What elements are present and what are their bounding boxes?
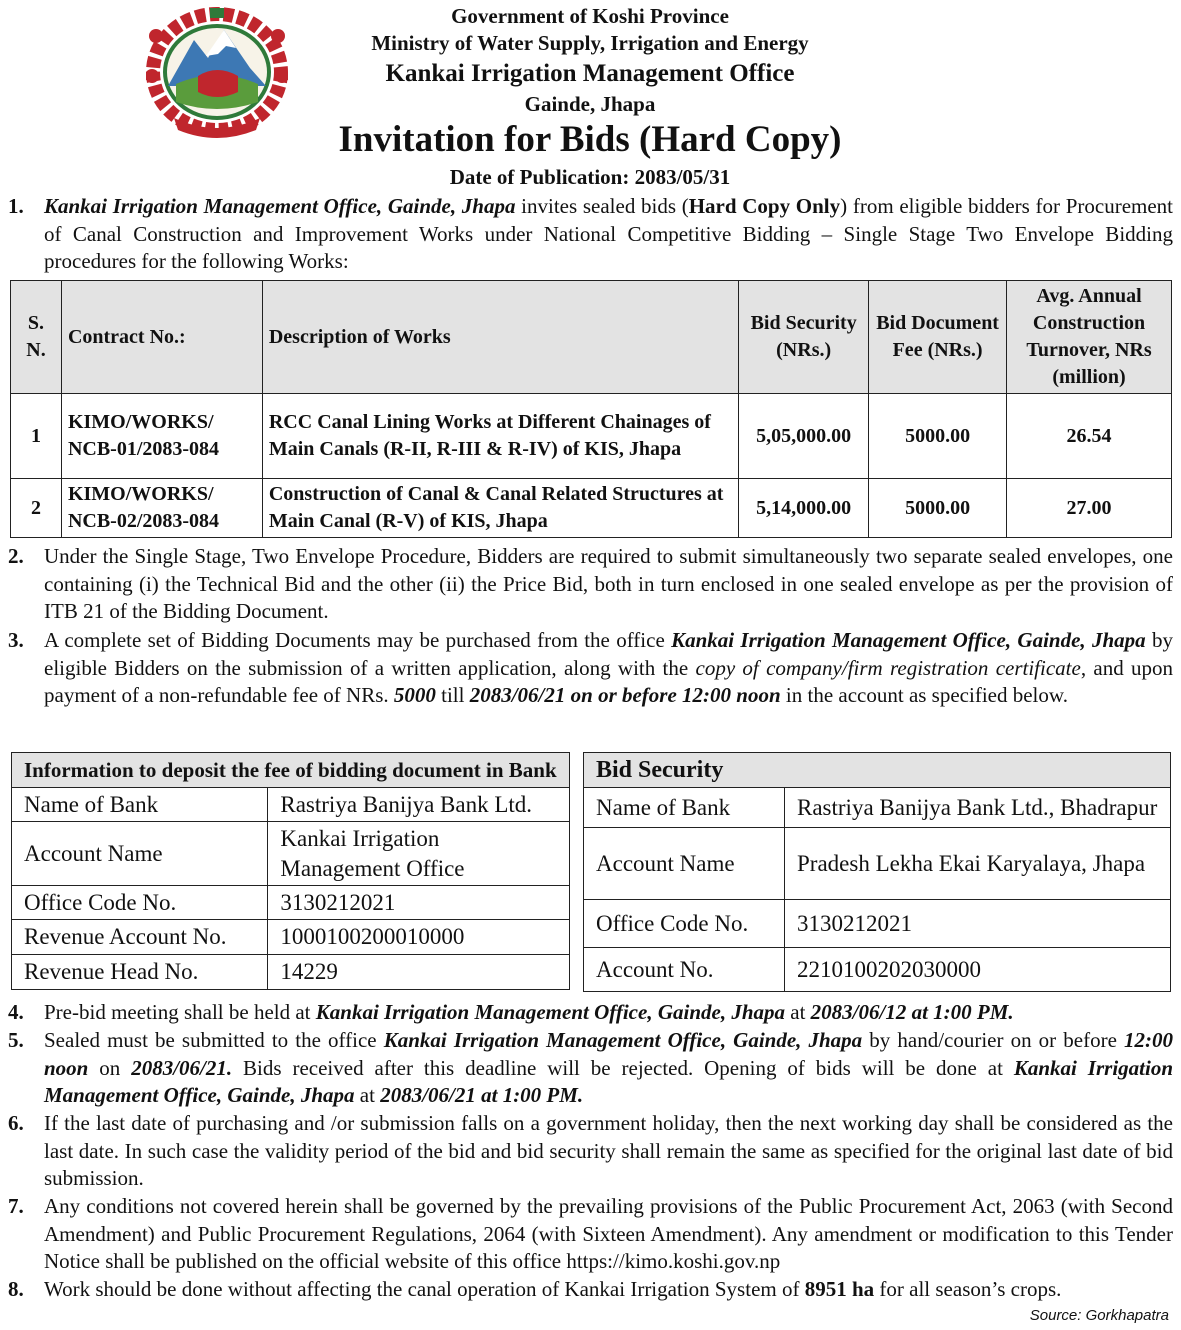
bank-fee-title: Information to deposit the fee of bidding document in Bank	[12, 753, 570, 788]
office-name-ref: Kankai Irrigation Management Office, Gainde, Jhapa	[44, 194, 516, 218]
fee-amount: 5000	[393, 683, 436, 707]
row-value: 3130212021	[268, 886, 570, 920]
text-run: Sealed must be submitted to the office	[44, 1028, 384, 1052]
clause-8	[8, 1276, 1173, 1304]
cell-sn: 1	[11, 394, 62, 479]
clause-7	[8, 1193, 1173, 1276]
cell-sn: 2	[11, 479, 62, 538]
table-row	[12, 920, 570, 955]
table-row	[12, 955, 570, 990]
row-value: 1000100200010000	[268, 920, 570, 955]
clause-number: 2.	[8, 544, 24, 568]
clause-text	[44, 1027, 1173, 1110]
table-row	[584, 828, 1171, 900]
source-credit: Source: Gorkhapatra	[1029, 1307, 1169, 1324]
clause-number: 5.	[8, 1028, 24, 1052]
cell-turnover: 26.54	[1007, 394, 1172, 479]
row-value: 2210100202030000	[785, 948, 1171, 992]
clause-number: 3.	[8, 628, 24, 652]
clause-text	[44, 627, 1173, 710]
text-run: A complete set of Bidding Documents may be purchased from the office	[44, 628, 672, 652]
office-name: Kankai Irrigation Management Office	[385, 60, 795, 87]
clause-text	[44, 999, 1173, 1027]
text-run: by hand/courier on or before	[862, 1028, 1124, 1052]
office-name-ref: Kankai Irrigation Management Office, Gainde, Jhapa	[671, 628, 1146, 652]
table-row	[584, 948, 1171, 992]
row-value: 3130212021	[785, 900, 1171, 948]
text-run: in the account as specified below.	[780, 683, 1068, 707]
clause-text: Under the Single Stage, Two Envelope Procedure, Bidders are required to submit simultaneously two separate sealed envelopes, one containing (i) the Technical Bid and the other (ii) the Price Bid, both in turn enclosed in one sealed envelope as per the provision of ITB 21 of the Bidding Document.	[44, 544, 1173, 623]
col-bid-security: Bid Security (NRs.)	[739, 281, 869, 394]
clause-text	[44, 193, 1173, 276]
row-value: Pradesh Lekha Ekai Karyalaya, Jhapa	[785, 828, 1171, 900]
bank-fee-table	[11, 752, 570, 990]
text-run: Work should be done without affecting the canal operation of Kankai Irrigation System of	[44, 1277, 805, 1301]
purchase-deadline: 2083/06/21 on or before 12:00 noon	[469, 683, 781, 707]
table-row	[12, 886, 570, 920]
submission-time: 12:00 noon	[44, 1028, 1173, 1080]
cell-contract: KIMO/WORKS/ NCB-01/2083-084	[61, 394, 262, 479]
row-label: Revenue Account No.	[12, 920, 268, 955]
col-contract: Contract No.:	[61, 281, 262, 394]
office-name-ref: Kankai Irrigation Management Office, Gainde, Jhapa	[44, 1055, 1173, 1107]
office-location: Gainde, Jhapa	[524, 92, 656, 116]
table-row	[12, 822, 570, 886]
clause-6	[8, 1110, 1173, 1193]
clause-text	[44, 1276, 1173, 1304]
text-run: at	[785, 1000, 811, 1024]
clause-number: 7.	[8, 1194, 24, 1218]
clause-number: 4.	[8, 1000, 24, 1024]
works-table	[10, 280, 1172, 538]
row-value: Kankai Irrigation Management Office	[268, 822, 570, 886]
irrigation-area: 8951 ha	[804, 1277, 875, 1301]
submission-date: 2083/06/21.	[131, 1055, 233, 1080]
row-label: Account Name	[584, 828, 785, 900]
clause-5	[8, 1027, 1173, 1110]
text-run: Pre-bid meeting shall be held at	[44, 1000, 316, 1024]
clause-text: Any conditions not covered herein shall be governed by the prevailing provisions of the Public Procurement Act, 2063 (with Second Amendment) and Public Procurement Regulations, 2064 (with Sixteen Amendment). Any amendment or modification to this Tender Notice shall be published on the official website of this office https://kimo.koshi.gov.np	[44, 1194, 1173, 1273]
clause-3	[8, 627, 1173, 710]
text-run: till	[435, 683, 470, 707]
table-row	[584, 900, 1171, 948]
government-line: Government of Koshi Province	[451, 4, 729, 28]
text-run: ) from eligible bidders for Procurement of Canal Construction and Improvement Works under National Competitive Bidding – Single Stage Two Envelope Bidding procedures for the following Works:	[44, 194, 1174, 273]
row-value: Rastriya Banijya Bank Ltd.	[268, 788, 570, 822]
row-label: Office Code No.	[584, 900, 785, 948]
text-run: at	[354, 1083, 381, 1107]
cell-contract: KIMO/WORKS/ NCB-02/2083-084	[61, 479, 262, 538]
hard-copy-only: Hard Copy Only	[688, 194, 841, 218]
text-run: Bids received after this deadline will be rejected. Opening of bids will be done at	[232, 1055, 1014, 1080]
bid-security-title: Bid Security	[584, 753, 1171, 788]
registration-certificate-ref: copy of company/firm registration certificate	[695, 655, 1081, 680]
cell-bid-security: 5,05,000.00	[739, 394, 869, 479]
clause-text: If the last date of purchasing and /or submission falls on a government holiday, then the next working day shall be considered as the last date. In such case the validity period of the bid and bid security shall remain the same as specified for the original last date of bid submission.	[44, 1111, 1173, 1190]
text-run: invites sealed bids (	[515, 194, 689, 218]
cell-description: RCC Canal Lining Works at Different Chainages of Main Canals (R-II, R-III & R-IV) of KIS, Jhapa	[262, 394, 738, 479]
row-label: Name of Bank	[12, 788, 268, 822]
col-bid-fee: Bid Document Fee (NRs.)	[869, 281, 1007, 394]
table-header-row	[11, 281, 1172, 394]
table-row	[12, 788, 570, 822]
cell-bid-security: 5,14,000.00	[739, 479, 869, 538]
table-row	[11, 479, 1172, 538]
clause-4	[8, 999, 1173, 1027]
row-value: Rastriya Banijya Bank Ltd., Bhadrapur	[785, 788, 1171, 828]
text-run: by eligible Bidders on the submission of a written application, along with the	[44, 628, 1173, 680]
cell-turnover: 27.00	[1007, 479, 1172, 538]
col-description: Description of Works	[262, 281, 738, 394]
cell-bid-fee: 5000.00	[869, 479, 1007, 538]
row-value: 14229	[268, 955, 570, 990]
clause-number: 8.	[8, 1277, 24, 1301]
text-run: on	[88, 1055, 132, 1080]
clause-number: 6.	[8, 1111, 24, 1135]
col-turnover: Avg. Annual Construction Turnover, NRs (million)	[1007, 281, 1172, 394]
row-label: Name of Bank	[584, 788, 785, 828]
cell-bid-fee: 5000.00	[869, 394, 1007, 479]
clause-2	[8, 543, 1173, 626]
table-row	[584, 788, 1171, 828]
cell-description: Construction of Canal & Canal Related Structures at Main Canal (R-V) of KIS, Jhapa	[262, 479, 738, 538]
row-label: Account No.	[584, 948, 785, 992]
office-name-ref: Kankai Irrigation Management Office, Gainde, Jhapa	[383, 1028, 863, 1052]
prebid-datetime: 2083/06/12 at 1:00 PM.	[810, 1000, 1014, 1024]
opening-datetime: 2083/06/21 at 1:00 PM.	[380, 1083, 584, 1107]
clause-1	[8, 193, 1173, 276]
table-row	[11, 394, 1172, 479]
text-run: , and upon payment of a non-refundable fee of NRs.	[44, 655, 1173, 707]
row-label: Revenue Head No.	[12, 955, 268, 990]
col-sn: S. N.	[11, 281, 62, 394]
publication-date: Date of Publication: 2083/05/31	[449, 165, 731, 189]
table-header-row	[584, 753, 1171, 788]
row-label: Account Name	[12, 822, 268, 886]
table-header-row	[12, 753, 570, 788]
text-run: for all season’s crops.	[874, 1277, 1062, 1301]
bid-security-table	[583, 752, 1171, 992]
ministry-line: Ministry of Water Supply, Irrigation and Energy	[371, 31, 809, 55]
office-name-ref: Kankai Irrigation Management Office, Gainde, Jhapa	[315, 1000, 786, 1024]
clause-number: 1.	[8, 194, 24, 218]
notice-title: Invitation for Bids (Hard Copy)	[338, 119, 842, 160]
row-label: Office Code No.	[12, 886, 268, 920]
